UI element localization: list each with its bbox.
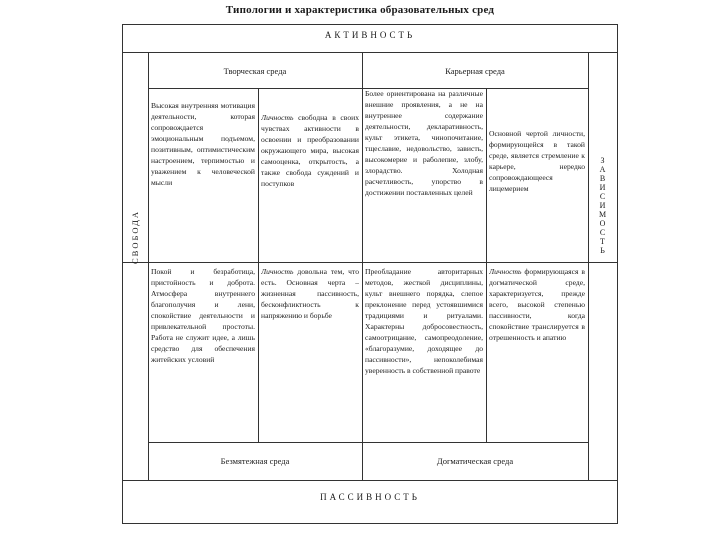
rule-creative-split [258, 88, 259, 262]
axis-freedom: СВОБОДА [130, 210, 140, 264]
dogmatic-personality [489, 266, 585, 440]
dogmatic-features: Преобладание авторитарных методов, жесткой дисциплины, культ внешнего порядка, слепое преклонение перед устоявшимися традициями и ритуалами. Характерны добросовестность, самоотрицание, самопреодоление, «благоразумие, доходящее до пассивности», непоколебимая уверенность в собственной правоте [365, 267, 483, 375]
header-career-env: Карьерная среда [445, 66, 505, 76]
dogmatic-personality-lead: Личность [489, 267, 522, 276]
document-title: Типологии и характеристика образовательных сред [225, 4, 495, 16]
header-creative-env: Творческая среда [223, 66, 287, 76]
creative-personality [261, 112, 359, 260]
rule-above-lower-headers [148, 442, 588, 443]
career-features: Более ориентирована на различные внешние проявления, а не на внутреннее содержание деятельности, декларативность, культ этикета, чинопочитание, тщеславие, недовольство, зависть, высокомерие и раболепие, злобу, злорадство. Холодная расчетливость, упорство в достижении поставленных целей [365, 89, 483, 197]
dogmatic-personality-text: формирующаяся в догматической среде, характеризуется, прежде всего, высокой степенью пассивности, когда спокойствие транслируется в отрешенность и апатию [489, 267, 585, 342]
career-personality [489, 128, 585, 260]
career-personality-text: чертой личности, формирующейся в такой среде, является стремление к карьере, нередко сопровождающееся лицемерием [489, 129, 585, 193]
rule-center-column [362, 52, 363, 480]
career-personality-lead: Основной [489, 129, 522, 138]
axis-passivity: ПАССИВНОСТЬ [320, 492, 420, 502]
idle-personality [261, 266, 359, 440]
rule-right-column [588, 52, 589, 480]
rule-left-column [148, 52, 149, 480]
rule-below-activity [122, 52, 618, 53]
idle-features: Покой и безработица, пристойность и доброта. Атмосфера внутреннего благополучия и лени, спокойствие деятельности и привлекательной простоты. Работа не служит идее, а лишь средство для обеспечения житейских условий [151, 267, 255, 364]
idle-personality-text: довольна тем, что есть. Основная черта – жизненная пассивность, бесконфликтность к напряжению и борьбе [261, 267, 359, 320]
creative-personality-lead: Личность [261, 113, 294, 122]
rule-idle-split [258, 262, 259, 442]
axis-activity: АКТИВНОСТЬ [324, 30, 416, 40]
header-dogmatic-env: Догматическая среда [436, 456, 514, 466]
axis-dependence: ЗАВИСИМОСТЬ [598, 156, 607, 255]
header-idle-env: Безмятежная среда [220, 456, 290, 466]
rule-middle [122, 262, 618, 263]
rule-above-passivity [122, 480, 618, 481]
rule-dogmatic-split [486, 262, 487, 442]
rule-career-split [486, 88, 487, 262]
creative-personality-text: свободна в своих чувствах активности в освоении и преобразовании окружающего мира, высокая самооценка, открытость, а также свобода суждений и поступков [261, 113, 359, 188]
creative-features: Высокая внутренняя мотивация деятельности, которая сопровождается эмоциональным подъемом, позитивным, оптимистическим настроением, терпимостью и уважением к человеческой мысли [151, 101, 255, 187]
idle-personality-lead: Личность [261, 267, 294, 276]
